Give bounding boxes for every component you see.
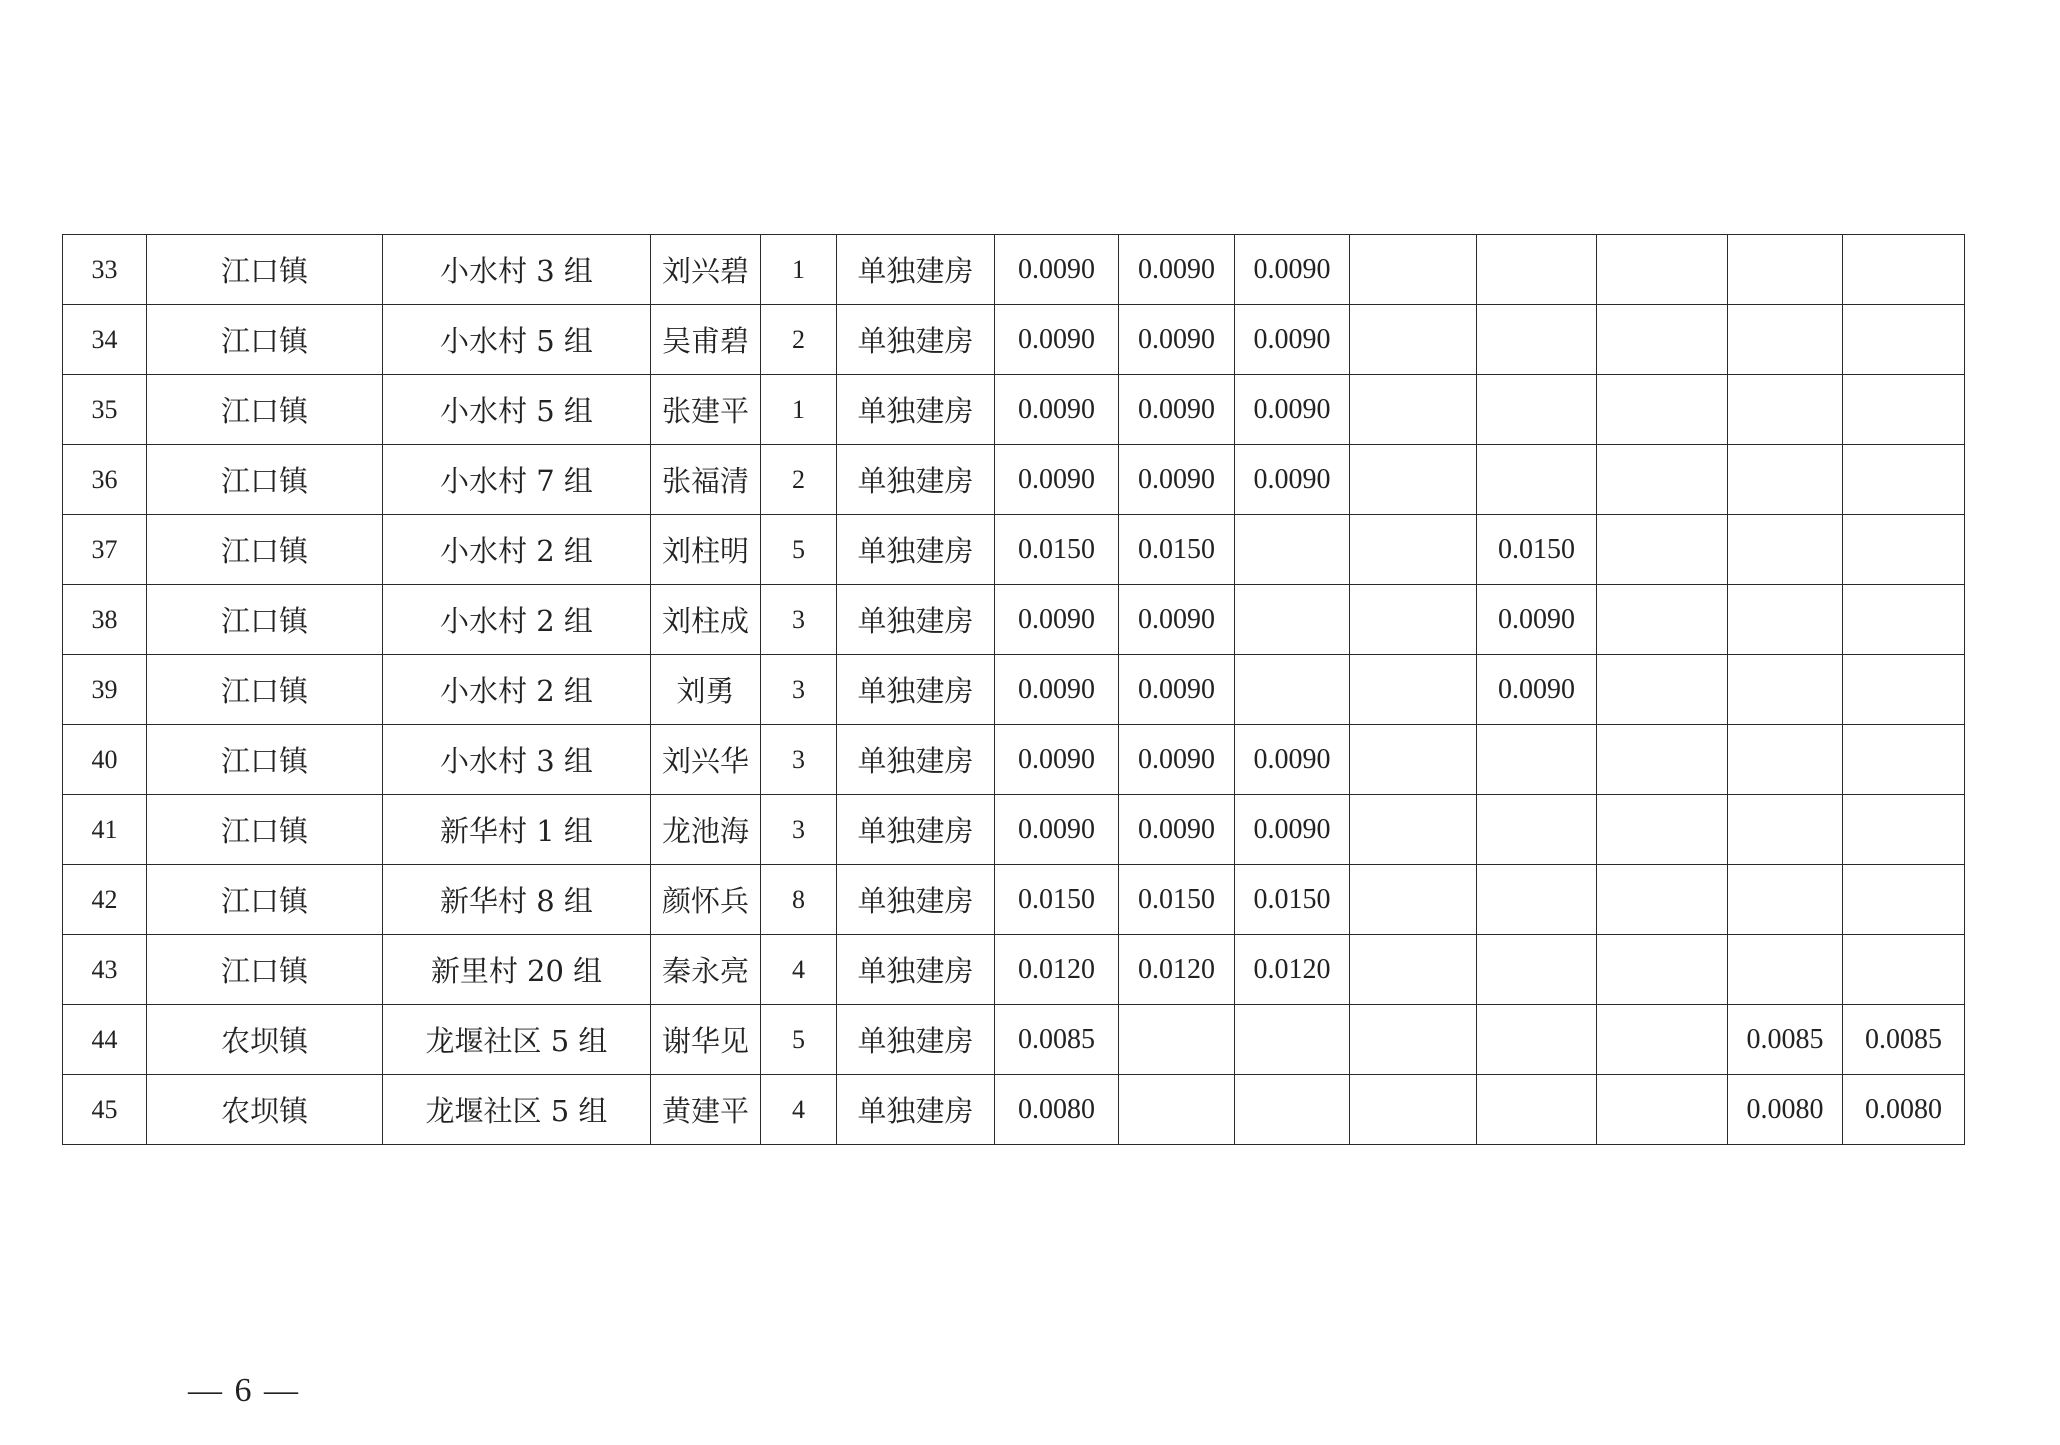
town-cell: 江口镇 — [147, 445, 383, 515]
area-col7-cell — [1728, 935, 1843, 1005]
area-col7-cell — [1728, 795, 1843, 865]
household-size-cell: 2 — [761, 305, 837, 375]
area-col6-cell — [1597, 445, 1728, 515]
area-col4-cell — [1350, 1075, 1477, 1145]
area-col5-cell: 0.0090 — [1477, 585, 1597, 655]
table-row — [63, 655, 1965, 725]
area-col8-cell — [1843, 935, 1965, 1005]
town-cell: 江口镇 — [147, 725, 383, 795]
location-cell: 新华村 1 组 — [383, 795, 651, 865]
household-size-cell: 1 — [761, 235, 837, 305]
area-col6-cell — [1597, 725, 1728, 795]
location-cell: 龙堰社区 5 组 — [383, 1075, 651, 1145]
area-col2-cell: 0.0090 — [1119, 795, 1235, 865]
area-col7-cell: 0.0085 — [1728, 1005, 1843, 1075]
household-size-cell: 3 — [761, 725, 837, 795]
row-number-cell: 39 — [63, 655, 147, 725]
area-total-cell: 0.0090 — [995, 375, 1119, 445]
area-col7-cell — [1728, 445, 1843, 515]
area-col7-cell: 0.0080 — [1728, 1075, 1843, 1145]
area-col4-cell — [1350, 795, 1477, 865]
area-col2-cell: 0.0090 — [1119, 655, 1235, 725]
area-col5-cell — [1477, 305, 1597, 375]
area-col5-cell — [1477, 725, 1597, 795]
area-col8-cell — [1843, 375, 1965, 445]
area-col4-cell — [1350, 305, 1477, 375]
household-size-cell: 4 — [761, 935, 837, 1005]
location-cell: 小水村 3 组 — [383, 725, 651, 795]
area-col2-cell: 0.0090 — [1119, 235, 1235, 305]
construction-type-cell: 单独建房 — [837, 935, 995, 1005]
table-body — [63, 235, 1965, 1145]
household-size-cell: 3 — [761, 795, 837, 865]
row-number-cell: 42 — [63, 865, 147, 935]
construction-type-cell: 单独建房 — [837, 1005, 995, 1075]
area-col4-cell — [1350, 445, 1477, 515]
area-col3-cell: 0.0090 — [1235, 305, 1350, 375]
area-col8-cell — [1843, 445, 1965, 515]
area-col7-cell — [1728, 515, 1843, 585]
area-col5-cell: 0.0090 — [1477, 655, 1597, 725]
area-col4-cell — [1350, 1005, 1477, 1075]
area-col3-cell — [1235, 585, 1350, 655]
table-row — [63, 305, 1965, 375]
area-col6-cell — [1597, 795, 1728, 865]
applicant-name-cell: 刘勇 — [651, 655, 761, 725]
location-cell: 小水村 5 组 — [383, 375, 651, 445]
table-row — [63, 235, 1965, 305]
construction-type-cell: 单独建房 — [837, 865, 995, 935]
table-row — [63, 445, 1965, 515]
area-col3-cell: 0.0090 — [1235, 375, 1350, 445]
area-col3-cell: 0.0120 — [1235, 935, 1350, 1005]
area-total-cell: 0.0150 — [995, 515, 1119, 585]
town-cell: 江口镇 — [147, 305, 383, 375]
area-col2-cell: 0.0090 — [1119, 585, 1235, 655]
construction-type-cell: 单独建房 — [837, 445, 995, 515]
area-total-cell: 0.0090 — [995, 445, 1119, 515]
area-col8-cell — [1843, 725, 1965, 795]
area-col4-cell — [1350, 515, 1477, 585]
table-row — [63, 935, 1965, 1005]
area-col7-cell — [1728, 655, 1843, 725]
row-number-cell: 43 — [63, 935, 147, 1005]
construction-type-cell: 单独建房 — [837, 235, 995, 305]
household-size-cell: 3 — [761, 655, 837, 725]
row-number-cell: 38 — [63, 585, 147, 655]
construction-type-cell: 单独建房 — [837, 725, 995, 795]
page-number: — 6 — — [188, 1372, 300, 1409]
applicant-name-cell: 秦永亮 — [651, 935, 761, 1005]
household-size-cell: 5 — [761, 1005, 837, 1075]
applicant-name-cell: 吴甫碧 — [651, 305, 761, 375]
area-col7-cell — [1728, 725, 1843, 795]
applicant-name-cell: 颜怀兵 — [651, 865, 761, 935]
area-col7-cell — [1728, 375, 1843, 445]
town-cell: 农坝镇 — [147, 1005, 383, 1075]
area-total-cell: 0.0090 — [995, 795, 1119, 865]
location-cell: 小水村 2 组 — [383, 515, 651, 585]
applicant-name-cell: 龙池海 — [651, 795, 761, 865]
area-col8-cell — [1843, 655, 1965, 725]
area-col2-cell — [1119, 1005, 1235, 1075]
table-row — [63, 585, 1965, 655]
area-total-cell: 0.0090 — [995, 655, 1119, 725]
row-number-cell: 40 — [63, 725, 147, 795]
area-col2-cell: 0.0090 — [1119, 375, 1235, 445]
location-cell: 小水村 3 组 — [383, 235, 651, 305]
row-number-cell: 33 — [63, 235, 147, 305]
town-cell: 江口镇 — [147, 935, 383, 1005]
area-total-cell: 0.0080 — [995, 1075, 1119, 1145]
household-size-cell: 5 — [761, 515, 837, 585]
area-total-cell: 0.0090 — [995, 725, 1119, 795]
area-col2-cell: 0.0150 — [1119, 865, 1235, 935]
location-cell: 小水村 7 组 — [383, 445, 651, 515]
applicant-name-cell: 谢华见 — [651, 1005, 761, 1075]
applicant-name-cell: 黄建平 — [651, 1075, 761, 1145]
town-cell: 江口镇 — [147, 795, 383, 865]
area-col7-cell — [1728, 305, 1843, 375]
location-cell: 新华村 8 组 — [383, 865, 651, 935]
location-cell: 小水村 5 组 — [383, 305, 651, 375]
area-col8-cell — [1843, 235, 1965, 305]
area-total-cell: 0.0120 — [995, 935, 1119, 1005]
area-col2-cell: 0.0090 — [1119, 445, 1235, 515]
row-number-cell: 44 — [63, 1005, 147, 1075]
construction-type-cell: 单独建房 — [837, 375, 995, 445]
area-col8-cell — [1843, 865, 1965, 935]
area-col6-cell — [1597, 865, 1728, 935]
area-total-cell: 0.0150 — [995, 865, 1119, 935]
construction-type-cell: 单独建房 — [837, 305, 995, 375]
area-col6-cell — [1597, 515, 1728, 585]
area-col4-cell — [1350, 375, 1477, 445]
area-col8-cell — [1843, 795, 1965, 865]
row-number-cell: 34 — [63, 305, 147, 375]
area-col5-cell — [1477, 375, 1597, 445]
construction-type-cell: 单独建房 — [837, 655, 995, 725]
area-col5-cell — [1477, 235, 1597, 305]
household-size-cell: 2 — [761, 445, 837, 515]
row-number-cell: 37 — [63, 515, 147, 585]
applicant-name-cell: 刘兴华 — [651, 725, 761, 795]
area-col6-cell — [1597, 1075, 1728, 1145]
area-col8-cell: 0.0080 — [1843, 1075, 1965, 1145]
area-col6-cell — [1597, 585, 1728, 655]
area-col6-cell — [1597, 305, 1728, 375]
table-row — [63, 375, 1965, 445]
applicant-name-cell: 刘柱成 — [651, 585, 761, 655]
location-cell: 小水村 2 组 — [383, 585, 651, 655]
area-total-cell: 0.0090 — [995, 235, 1119, 305]
area-col5-cell — [1477, 1005, 1597, 1075]
town-cell: 江口镇 — [147, 655, 383, 725]
area-col2-cell: 0.0150 — [1119, 515, 1235, 585]
area-total-cell: 0.0090 — [995, 585, 1119, 655]
area-col8-cell: 0.0085 — [1843, 1005, 1965, 1075]
area-col4-cell — [1350, 725, 1477, 795]
area-col8-cell — [1843, 585, 1965, 655]
area-col3-cell — [1235, 1075, 1350, 1145]
area-col3-cell: 0.0090 — [1235, 445, 1350, 515]
area-col3-cell: 0.0090 — [1235, 235, 1350, 305]
construction-type-cell: 单独建房 — [837, 515, 995, 585]
area-col4-cell — [1350, 235, 1477, 305]
table-row — [63, 865, 1965, 935]
area-col6-cell — [1597, 935, 1728, 1005]
area-col8-cell — [1843, 305, 1965, 375]
area-col4-cell — [1350, 865, 1477, 935]
town-cell: 江口镇 — [147, 865, 383, 935]
area-col2-cell: 0.0120 — [1119, 935, 1235, 1005]
area-col5-cell — [1477, 1075, 1597, 1145]
area-col3-cell — [1235, 655, 1350, 725]
area-col6-cell — [1597, 375, 1728, 445]
area-col5-cell — [1477, 445, 1597, 515]
table-row — [63, 1005, 1965, 1075]
area-col3-cell: 0.0150 — [1235, 865, 1350, 935]
area-col8-cell — [1843, 515, 1965, 585]
area-col3-cell — [1235, 515, 1350, 585]
table-row — [63, 515, 1965, 585]
area-col5-cell: 0.0150 — [1477, 515, 1597, 585]
area-col6-cell — [1597, 235, 1728, 305]
area-col2-cell: 0.0090 — [1119, 305, 1235, 375]
household-size-cell: 8 — [761, 865, 837, 935]
construction-type-cell: 单独建房 — [837, 795, 995, 865]
row-number-cell: 36 — [63, 445, 147, 515]
household-size-cell: 4 — [761, 1075, 837, 1145]
area-col4-cell — [1350, 655, 1477, 725]
table-row — [63, 1075, 1965, 1145]
construction-type-cell: 单独建房 — [837, 585, 995, 655]
applicant-name-cell: 刘兴碧 — [651, 235, 761, 305]
location-cell: 小水村 2 组 — [383, 655, 651, 725]
area-col6-cell — [1597, 655, 1728, 725]
area-col7-cell — [1728, 235, 1843, 305]
town-cell: 江口镇 — [147, 235, 383, 305]
area-col7-cell — [1728, 865, 1843, 935]
row-number-cell: 45 — [63, 1075, 147, 1145]
area-col5-cell — [1477, 865, 1597, 935]
location-cell: 龙堰社区 5 组 — [383, 1005, 651, 1075]
area-col6-cell — [1597, 1005, 1728, 1075]
area-col5-cell — [1477, 795, 1597, 865]
area-col4-cell — [1350, 585, 1477, 655]
household-size-cell: 1 — [761, 375, 837, 445]
area-col3-cell — [1235, 1005, 1350, 1075]
area-col3-cell: 0.0090 — [1235, 795, 1350, 865]
table-row — [63, 795, 1965, 865]
area-col2-cell: 0.0090 — [1119, 725, 1235, 795]
applicant-name-cell: 张福清 — [651, 445, 761, 515]
area-col7-cell — [1728, 585, 1843, 655]
town-cell: 江口镇 — [147, 515, 383, 585]
household-size-cell: 3 — [761, 585, 837, 655]
town-cell: 农坝镇 — [147, 1075, 383, 1145]
row-number-cell: 41 — [63, 795, 147, 865]
applicant-name-cell: 张建平 — [651, 375, 761, 445]
location-cell: 新里村 20 组 — [383, 935, 651, 1005]
area-total-cell: 0.0085 — [995, 1005, 1119, 1075]
table-row — [63, 725, 1965, 795]
area-col4-cell — [1350, 935, 1477, 1005]
town-cell: 江口镇 — [147, 585, 383, 655]
area-col2-cell — [1119, 1075, 1235, 1145]
row-number-cell: 35 — [63, 375, 147, 445]
town-cell: 江口镇 — [147, 375, 383, 445]
construction-type-cell: 单独建房 — [837, 1075, 995, 1145]
area-col5-cell — [1477, 935, 1597, 1005]
area-col3-cell: 0.0090 — [1235, 725, 1350, 795]
applicant-name-cell: 刘柱明 — [651, 515, 761, 585]
area-total-cell: 0.0090 — [995, 305, 1119, 375]
land-use-table — [62, 234, 1965, 1145]
